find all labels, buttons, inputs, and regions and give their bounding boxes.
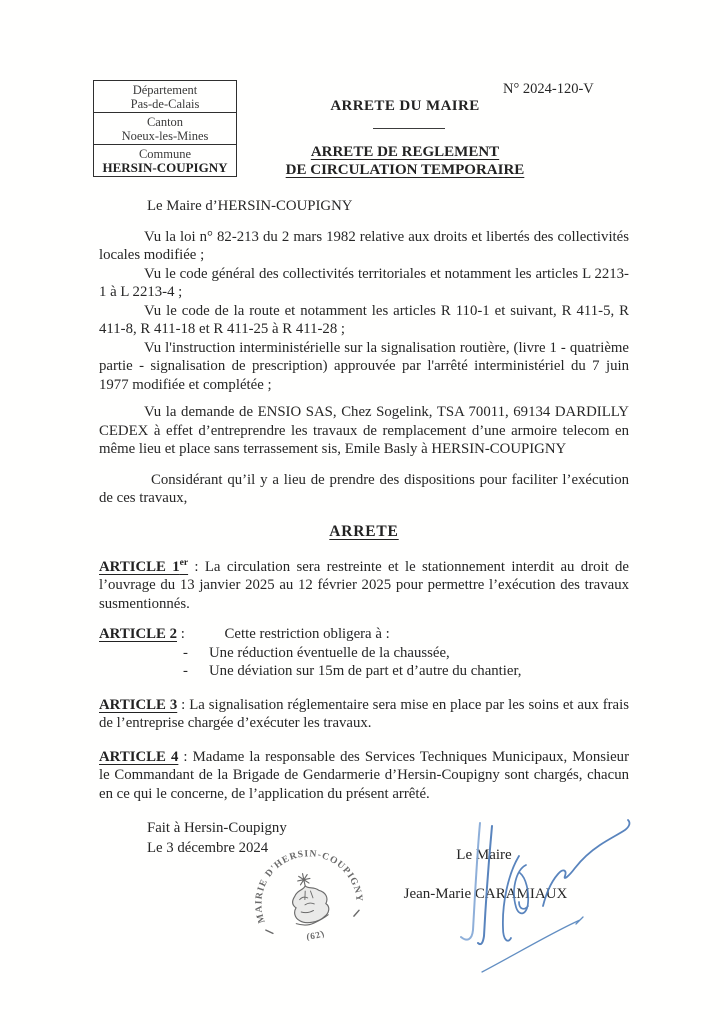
bullet-dash: -	[183, 663, 188, 680]
article-2-text: Cette restriction obligera à :	[224, 626, 390, 643]
seal-bottom-text: (62)	[306, 928, 327, 943]
article-1-text: La circulation sera restreinte et le stationnement interdit au droit de l’ouvrage du 13 janvier 2025 au 12 février 2025 pour permettre l’exécution des travaux susmentionnés.	[99, 558, 630, 612]
closing-place: Fait à Hersin-Coupigny	[147, 820, 287, 837]
seal-ring-text: MAIRIE D'HERSIN-COUPIGNY	[253, 848, 365, 925]
article-2-label: ARTICLE 2	[99, 626, 178, 643]
handwritten-signature	[448, 810, 648, 985]
article-2-bullets	[183, 644, 629, 681]
bullet-dash: -	[183, 644, 188, 661]
article-1: ARTICLE 1er : La circulation sera restreinte et le stationnement interdit au droit de l’ouvrage du 13 janvier 2025 au 12 février 2025 pour permettre l’exécution des travaux susmentionnés.	[99, 558, 630, 612]
commune-cell	[94, 144, 236, 176]
document-body	[99, 197, 629, 858]
article-3: ARTICLE 3 : La signalisation réglementaire sera mise en place par les soins et aux frais de l’entreprise chargée d’exécuter les travaux.	[99, 696, 629, 732]
signatory-role: Le Maire	[456, 847, 512, 863]
document-subject	[240, 144, 570, 179]
article-4: ARTICLE 4 : Madame la responsable des Services Techniques Municipaux, Monsieur le Commandant de la Brigade de Gendarmerie d’Hersin-Coupigny sont chargés, chacun en ce qui le concerne, de l’application du présent arrêté.	[99, 748, 629, 802]
seal-star	[296, 872, 311, 887]
bullet-item	[183, 662, 629, 681]
article-1-label: ARTICLE 1er	[99, 558, 189, 575]
commune-value: HERSIN-COUPIGNY	[102, 160, 228, 175]
department-label: Département	[132, 83, 198, 97]
department-value: Pas-de-Calais	[130, 97, 200, 111]
signatory-name: Jean-Marie CARAMIAUX	[403, 886, 568, 902]
canton-label: Canton	[146, 115, 184, 129]
intro-line: Le Maire d’HERSIN-COUPIGNY	[147, 198, 353, 214]
visa-paragraph: Vu l'instruction interministérielle sur la signalisation routière, (livre 1 - quatrième partie - signalisation de prescription) approuvée par l'arrêté interministériel du 7 juin 1977 modifiée et complétée ;	[99, 339, 629, 393]
admin-info-box	[93, 80, 237, 177]
article-3-text: La signalisation réglementaire sera mise en place par les soins et aux frais de l’entreprise chargée d’exécuter les travaux.	[99, 696, 629, 732]
canton-value: Noeux-les-Mines	[121, 129, 209, 143]
commune-label: Commune	[138, 147, 192, 161]
article-4-text: Madame la responsable des Services Techniques Municipaux, Monsieur le Commandant de la Brigade de Gendarmerie d’Hersin-Coupigny sont chargés, chacun en ce qui le concerne, de l’application du présent arrêté.	[99, 748, 629, 802]
subject-line-2: DE CIRCULATION TEMPORAIRE	[285, 161, 525, 178]
canton-cell	[94, 112, 236, 144]
municipal-seal-icon	[250, 845, 368, 963]
subject-line-1: ARRETE DE REGLEMENT	[310, 144, 500, 160]
seal-coat-of-arms	[289, 882, 331, 926]
article-4-label: ARTICLE 4	[99, 748, 179, 765]
heading-divider	[373, 128, 445, 129]
article-3-label: ARTICLE 3	[99, 696, 178, 713]
request-paragraph: Vu la demande de ENSIO SAS, Chez Sogelink, TSA 70011, 69134 DARDILLY CEDEX à effet d’entreprendre les travaux de remplacement d’une armoire telecom en même lieu et place sans terrassement sis, Emile Basly à HERSIN-COUPIGNY	[99, 404, 629, 457]
seal-right-dash	[353, 910, 360, 916]
closing-date: Le 3 décembre 2024	[147, 840, 269, 857]
bullet-text: Une déviation sur 15m de part et d’autre du chantier,	[209, 663, 522, 680]
visa-paragraph: Vu le code général des collectivités territoriales et notamment les articles L 2213-1 à L 2213-4 ;	[99, 265, 629, 300]
document-number: N° 2024-120-V	[503, 81, 594, 97]
svg-text:(62)	[304, 927, 327, 943]
article-2: ARTICLE 2 : Cette restriction obligera à :	[99, 626, 390, 643]
department-cell	[94, 81, 236, 112]
considering-paragraph: Considérant qu’il y a lieu de prendre des dispositions pour faciliter l’exécution de ces travaux,	[99, 471, 629, 506]
bullet-item	[183, 644, 629, 663]
visa-paragraph: Vu le code de la route et notamment les articles R 110-1 et suivant, R 411-5, R 411-8, R 411-18 et R 411-25 à R 411-28 ;	[99, 302, 629, 337]
visa-paragraph: Vu la loi n° 82-213 du 2 mars 1982 relative aux droits et libertés des collectivités locales modifiée ;	[99, 228, 629, 263]
document-heading: ARRETE DU MAIRE	[330, 98, 480, 114]
decree-heading: ARRETE	[329, 522, 399, 540]
bullet-text: Une réduction éventuelle de la chaussée,	[209, 644, 450, 661]
seal-left-dash	[266, 929, 273, 935]
